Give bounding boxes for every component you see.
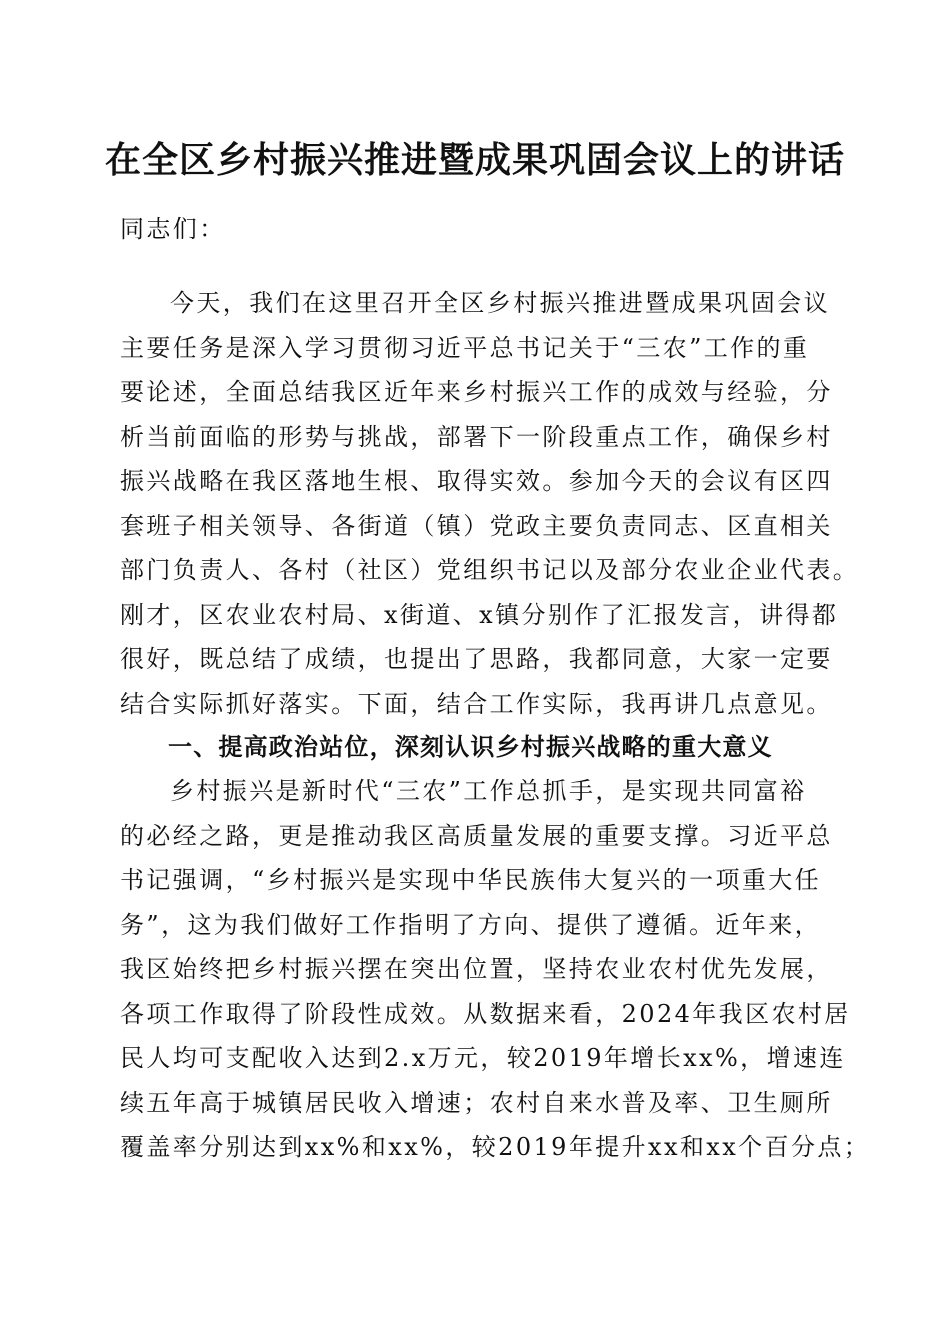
paragraph-line: 覆盖率分别达到xx%和xx%，较2019年提升xx和xx个百分点； [120,1133,871,1161]
paragraph-opening [120,281,860,726]
paragraph-line: 要论述，全面总结我区近年来乡村振兴工作的成效与经验，分 [120,378,833,406]
paragraph-line: 振兴战略在我区落地生根、取得实效。参加今天的会议有区四 [120,467,833,495]
paragraph-line: 书记强调，“乡村振兴是实现中华民族伟大复兴的一项重大任 [120,866,822,894]
paragraph-line: 析当前面临的形势与挑战，部署下一阶段重点工作，确保乡村 [120,422,833,451]
paragraph-line: 的必经之路，更是推动我区高质量发展的重要支撑。习近平总 [120,821,833,850]
salutation: 同志们： [120,215,226,243]
paragraph-line: 乡村振兴是新时代“三农”工作总抓手，是实现共同富裕 [170,777,807,805]
section-heading-1: 一、提高政治站位，深刻认识乡村振兴战略的重大意义 [168,733,773,761]
paragraph-line: 续五年高于城镇居民收入增速；农村自来水普及率、卫生厕所 [120,1088,833,1117]
paragraph-section-1 [120,769,871,1170]
paragraph-line: 我区始终把乡村振兴摆在突出位置，坚持农业农村优先发展， [120,955,833,983]
paragraph-line: 各项工作取得了阶段性成效。从数据来看，2024年我区农村居 [120,999,851,1028]
paragraph-line: 今天，我们在这里召开全区乡村振兴推进暨成果巩固会议 [170,289,830,317]
paragraph-line: 主要任务是深入学习贯彻习近平总书记关于“三农”工作的重 [120,333,810,362]
paragraph-line: 务”，这为我们做好工作指明了方向、提供了遵循。近年来， [120,910,822,939]
paragraph-line: 套班子相关领导、各街道（镇）党政主要负责同志、区直相关 [120,511,833,540]
paragraph-line: 部门负责人、各村（社区）党组织书记以及部分农业企业代表。 [120,556,860,584]
document-title: 在全区乡村振兴推进暨成果巩固会议上的讲话 [104,139,845,181]
paragraph-line: 结合实际抓好落实。下面，结合工作实际，我再讲几点意见。 [120,689,833,718]
paragraph-line: 很好，既总结了成绩，也提出了思路，我都同意，大家一定要 [120,645,833,673]
paragraph-line: 刚才，区农业农村局、x街道、x镇分别作了汇报发言，讲得都 [120,600,839,629]
paragraph-line: 民人均可支配收入达到2.x万元，较2019年增长xx%，增速连 [120,1044,846,1072]
